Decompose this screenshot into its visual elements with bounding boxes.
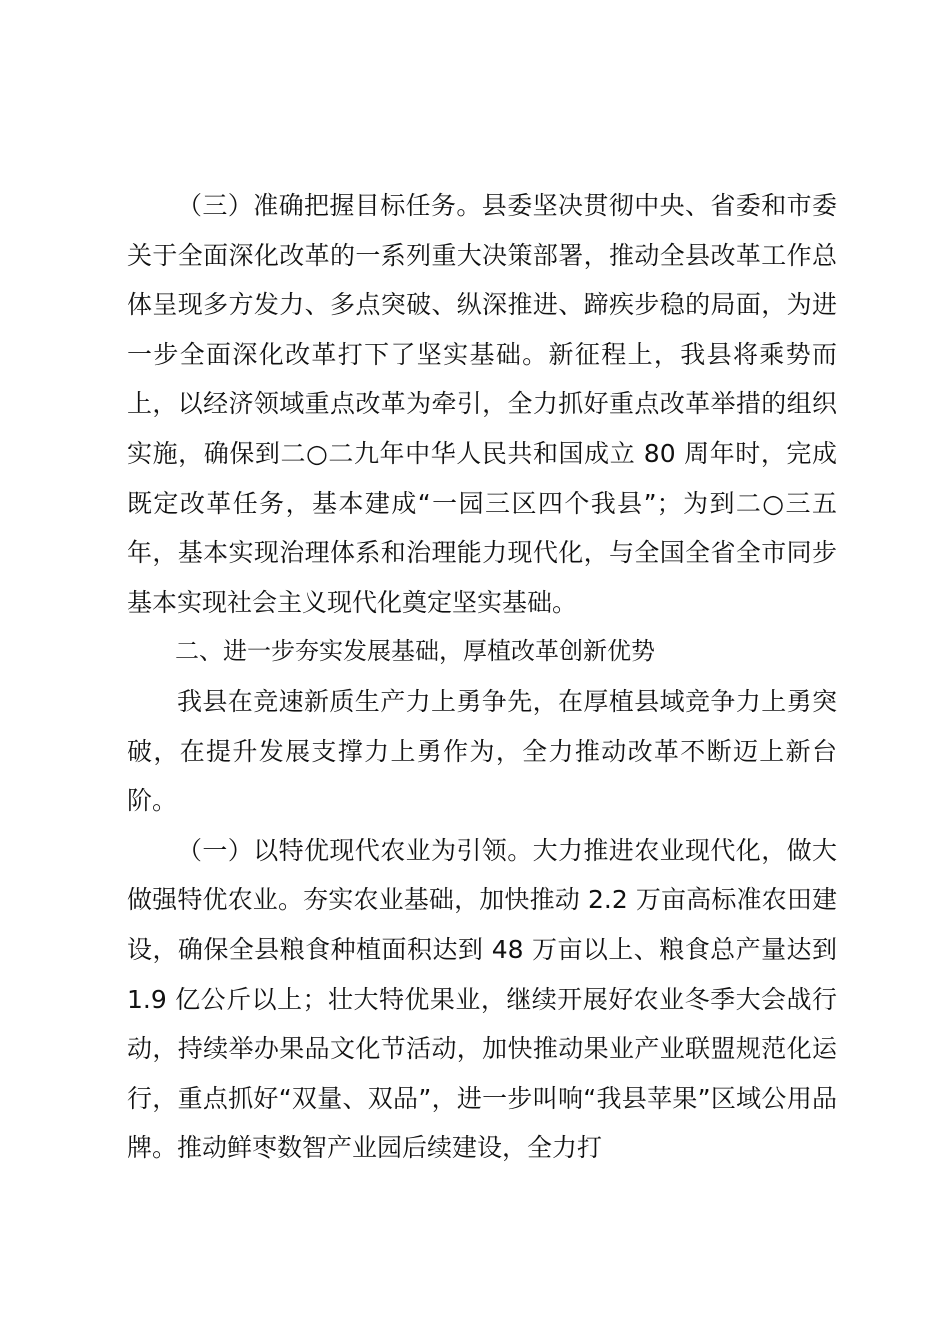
section-heading: 二、进一步夯实发展基础，厚植改革创新优势 (175, 637, 655, 666)
paragraph-target-tasks: （三）准确把握目标任务。县委坚决贯彻中央、省委和市委关于全面深化改革的一系列重大决策部署，推动全县改革工作总体呈现多方发力、多点突破、纵深推进、蹄疾步稳的局面，为进一步全面深化改革打下了坚实基础。新征程上，我县将乘势而上，以经济领域重点改革为牵引，全力抓好重点改革举措的组织实施，确保到二○二九年中华人民共和国成立 80 周年时，完成既定改革任务，基本建成“一园三区四个我县”；为到二○三五年，基本实现治理体系和治理能力现代化，与全国全省全市同步基本实现社会主义现代化奠定坚实基础。 (127, 191, 837, 617)
paragraph-development-intro: 我县在竞速新质生产力上勇争先，在厚植县域竞争力上勇突破，在提升发展支撑力上勇作为，全力推动改革不断迈上新台阶。 (127, 686, 837, 816)
paragraph-modern-agriculture: （一）以特优现代农业为引领。大力推进农业现代化，做大做强特优农业。夯实农业基础，加快推动 2.2 万亩高标准农田建设，确保全县粮食种植面积达到 48 万亩以上、粮食总产量达到 1.9 亿公斤以上；壮大特优果业，继续开展好农业冬季大会战行动，持续举办果品文化节活动，加快推动果业产业联盟规范化运行，重点抓好“双量、双品”，进一步叫响“我县苹果”区域公用品牌。推动鲜枣数智产业园后续建设，全力打 (127, 835, 837, 1163)
document-body (127, 181, 837, 1173)
